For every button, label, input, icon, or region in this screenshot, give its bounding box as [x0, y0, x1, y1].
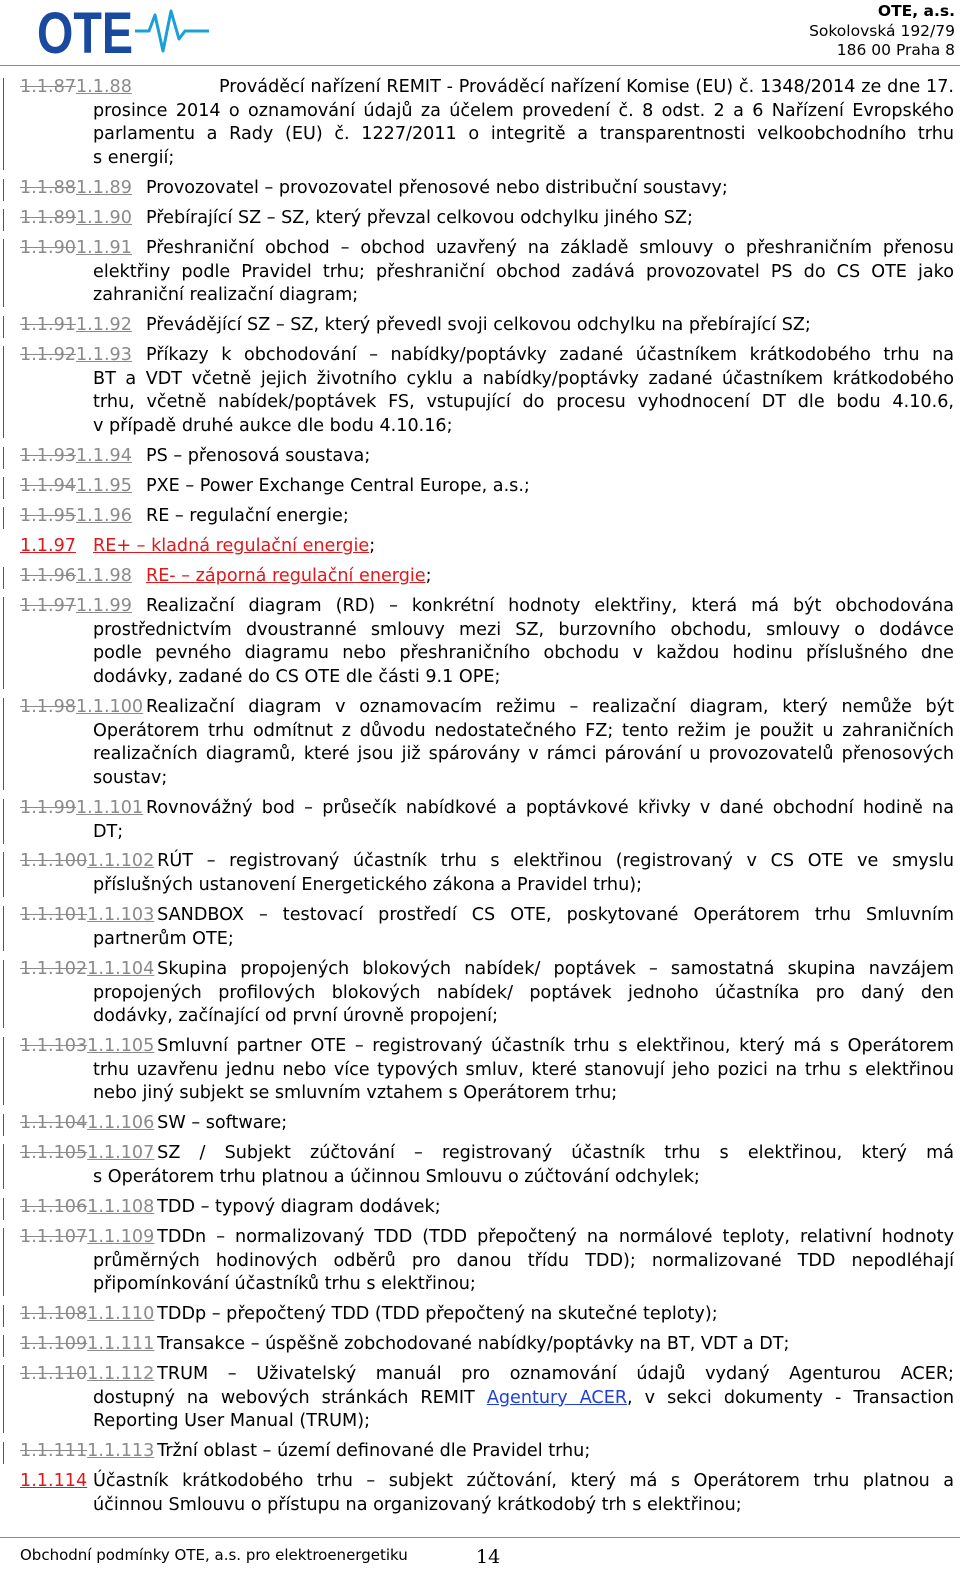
change-bar	[3, 597, 4, 689]
change-bar	[3, 1305, 4, 1327]
change-bar	[3, 1442, 4, 1464]
definition-item: 1.1.921.1.93 Příkazy k obchodování – nabídky/poptávky zadané účastníkem krátkodobého trhu na BT a VDT včetně jejich životního cyklu a nabídky/poptávky zadané účastníkem krátkodobého trhu, včetně nabídek/poptávek FS, vstupující do procesu vyhodnocení DT dle bodu 4.10.6, v případě druhé aukce dle bodu 4.10.16;	[20, 344, 954, 438]
company-address	[809, 2, 955, 61]
footer-title: Obchodní podmínky OTE, a.s. pro elektroenergetiku	[20, 1546, 408, 1564]
definition-item: 1.1.1091.1.111 Transakce – úspěšně zobchodované nabídky/poptávky na BT, VDT a DT;	[20, 1333, 954, 1357]
definition-item: 1.1.1031.1.105 Smluvní partner OTE – registrovaný účastník trhu s elektřinou, který má s Operátorem trhu uzavřenu jednu nebo více typových smluv, které stanovují jeho pozici na trhu s elektřinou nebo jiný subjekt se smluvním vztahem s Operátorem trhu;	[20, 1035, 954, 1106]
definition-item: 1.1.1021.1.104 Skupina propojených blokových nabídek/ poptávek – samostatná skupina navzájem propojených profilových blokových nabídek/ poptávek jednoho účastníka pro daný den dodávky, začínající od první úrovně propojení;	[20, 958, 954, 1029]
change-bar	[3, 507, 4, 529]
change-bar	[3, 1114, 4, 1136]
change-bar	[3, 346, 4, 438]
change-bar	[3, 1365, 4, 1433]
change-bar	[3, 906, 4, 951]
definition-item: 1.1.931.1.94 PS – přenosová soustava;	[20, 445, 954, 469]
change-bar	[3, 1144, 4, 1189]
definition-item: 1.1.1051.1.107 SZ / Subjekt zúčtování – registrovaný účastník trhu s elektřinou, který má s Operátorem trhu platnou a účinnou Smlouvu o zúčtování odchylek;	[20, 1142, 954, 1189]
definition-item: 1.1.951.1.96 RE – regulační energie;	[20, 505, 954, 529]
change-bar	[3, 960, 4, 1028]
ote-logo	[37, 3, 212, 58]
definition-item-inserted: 1.1.97 RE+ – kladná regulační energie;	[20, 536, 376, 556]
change-bar	[3, 1037, 4, 1105]
change-bar	[3, 209, 4, 231]
change-bar	[3, 567, 4, 589]
definition-item-inserted: 1.1.114 Účastník krátkodobého trhu – subjekt zúčtování, který má s Operátorem trhu platnou a účinnou Smlouvu o přístupu na organizovaný krátkodobý trh s elektřinou;	[20, 1471, 954, 1515]
definition-item: 1.1.1101.1.112 TRUM – Uživatelský manuál pro oznamování údajů vydaný Agenturou ACER; dostupný na webových stránkách REMIT Agentury ACER, v sekci dokumenty - Transaction Reporting User Manual (TRUM);	[20, 1363, 954, 1434]
definition-item: 1.1.881.1.89 Provozovatel – provozovatel přenosové nebo distribuční soustavy;	[20, 177, 954, 201]
definition-item: 1.1.941.1.95 PXE – Power Exchange Central Europe, a.s.;	[20, 475, 954, 499]
definition-item: 1.1.991.1.101 Rovnovážný bod – průsečík nabídkové a poptávkové křivky v dané obchodní hodině na DT;	[20, 797, 954, 844]
change-bar	[3, 698, 4, 790]
change-bar	[3, 852, 4, 897]
definition-item: 1.1.1011.1.103 SANDBOX – testovací prostředí CS OTE, poskytované Operátorem trhu Smluvním partnerům OTE;	[20, 904, 954, 951]
footer-rule	[0, 1537, 960, 1538]
definition-item: 1.1.1071.1.109 TDDn – normalizovaný TDD (TDD přepočtený na normálové teploty, relativní hodnoty průměrných hodinových odběrů pro danou třídu TDD); normalizované TDD nepodléhají připomínkování účastníků trhu s elektřinou;	[20, 1226, 954, 1297]
definition-item: 1.1.971.1.99 Realizační diagram (RD) – konkrétní hodnoty elektřiny, která má být obchodována prostřednictvím dvoustranné smlouvy mezi SZ, burzovního obchodu, smlouvy o dodávce podle pevného diagramu nebo přeshraničního obchodu v každou hodinu příslušného dne dodávky, zadané do CS OTE dle části 9.1 OPE;	[20, 595, 954, 689]
definition-item: 1.1.901.1.91 Přeshraniční obchod – obchod uzavřený na základě smlouvy o přeshraničním přenosu elektřiny podle Pravidel trhu; přeshraniční obchod zadává provozovatel PS do CS OTE jako zahraniční realizační diagram;	[20, 237, 954, 308]
definition-item: 1.1.911.1.92 Převádějící SZ – SZ, který převedl svoji celkovou odchylku na přebírající SZ;	[20, 314, 954, 338]
change-bar	[3, 799, 4, 844]
change-bar	[3, 1335, 4, 1357]
definition-item: 1.1.1001.1.102 RÚT – registrovaný účastník trhu s elektřinou (registrovaný v CS OTE ve smyslu příslušných ustanovení Energetického zákona a Pravidel trhu);	[20, 850, 954, 897]
agentury-acer-link[interactable]: Agentury ACER	[486, 1387, 628, 1408]
change-bar	[3, 1228, 4, 1296]
page-number: 14	[476, 1546, 501, 1568]
definition-item: 1.1.1081.1.110 TDDp – přepočtený TDD (TDD přepočtený na skutečné teploty);	[20, 1303, 954, 1327]
change-bar	[3, 179, 4, 201]
change-bar	[3, 239, 4, 307]
company-name: OTE, a.s.	[877, 2, 955, 20]
definition-item: 1.1.1041.1.106 SW – software;	[20, 1112, 954, 1136]
change-bar	[3, 78, 4, 170]
definition-item: 1.1.891.1.90 Přebírající SZ – SZ, který převzal celkovou odchylku jiného SZ;	[20, 207, 954, 231]
change-bar	[3, 477, 4, 499]
address-street: Sokolovská 192/79	[809, 21, 955, 40]
svg-text:OTE: OTE	[37, 3, 133, 58]
definition-item: 1.1.871.1.88 Prováděcí nařízení REMIT - Prováděcí nařízení Komise (EU) č. 1348/2014 ze dne 17. prosince 2014 o oznamování údajů za účelem provedení č. 8 odst. 2 a 6 Nařízení Evropského parlamentu a Rady (EU) č. 1227/2011 o integritě a transparentnosti velkoobchodního trhu s energií;	[20, 76, 954, 170]
definition-item: 1.1.961.1.98 RE- – záporná regulační energie;	[20, 565, 954, 589]
page-header	[0, 0, 960, 70]
change-bar	[3, 447, 4, 469]
address-city: 186 00 Praha 8	[836, 41, 955, 59]
change-bar	[3, 316, 4, 338]
pulse-line-icon	[135, 11, 209, 51]
definition-item: 1.1.981.1.100 Realizační diagram v oznamovacím režimu – realizační diagram, který nemůže být Operátorem trhu odmítnut z důvodu nedostatečného FZ; tento režim je použit u zahraničních realizačních diagramů, které jsou již spárovány v rámci párování u provozovatelů přenosových soustav;	[20, 696, 954, 790]
header-rule	[0, 65, 960, 66]
definition-item: 1.1.1061.1.108 TDD – typový diagram dodávek;	[20, 1196, 954, 1220]
change-bar	[3, 1198, 4, 1220]
definition-item: 1.1.1111.1.113 Tržní oblast – území definované dle Pravidel trhu;	[20, 1440, 954, 1464]
